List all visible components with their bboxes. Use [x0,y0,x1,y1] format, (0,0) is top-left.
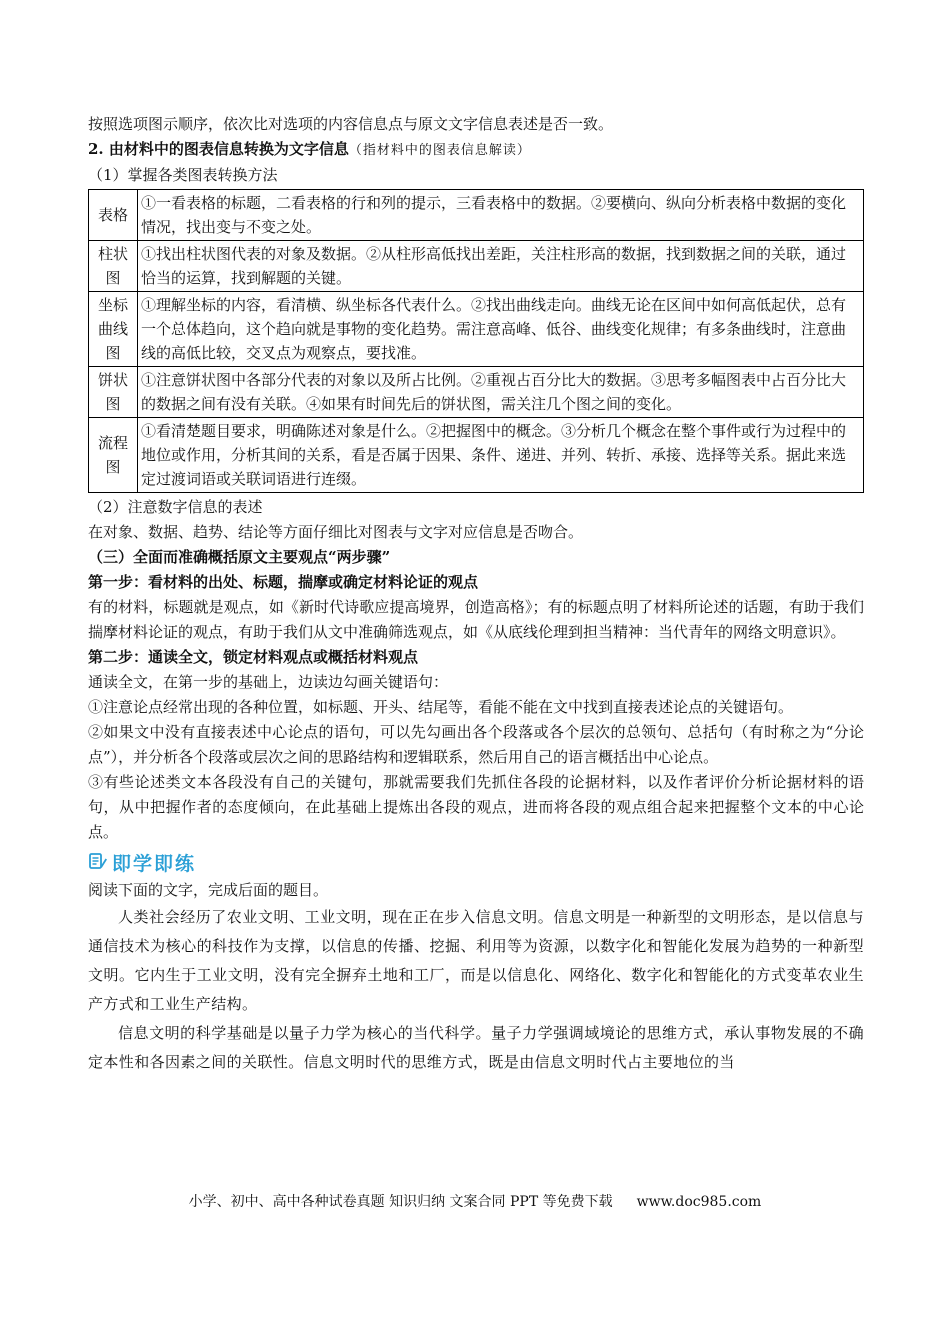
table-row-desc: ①理解坐标的内容，看清横、纵坐标各代表什么。②找出曲线走向。曲线无论在区间中如何高低起伏，总有一个总体趋向，这个趋向就是事物的变化趋势。需注意高峰、低谷、曲线变化规律；有多条曲线时，注意曲线的高低比较，交叉点为观察点，要找准。 [138,292,864,367]
passage-paragraph: 人类社会经历了农业文明、工业文明，现在正在步入信息文明。信息文明是一种新型的文明形态，是以信息与通信技术为核心的科技作为支撑，以信息的传播、挖掘、利用等为资源，以数字化和智能化发展为趋势的一种新型文明。它内生于工业文明，没有完全摒弃土地和工厂，而是以信息化、网络化、数字化和智能化的方式变革农业生产方式和工业生产结构。 [88,908,864,1013]
practice-intro: 阅读下面的文字，完成后面的题目。 [88,881,329,899]
step-2-item: ②如果文中没有直接表述中心论点的语句，可以先勾画出各个段落或各个层次的总领句、总括句（有时称之为“分论点”），并分析各个段落或层次之间的思路结构和逻辑联系，然后用自己的语言概括出中心论点。 [88,723,864,766]
table-row [89,367,864,418]
heading-2-text: 2. 由材料中的图表信息转换为文字信息 [88,140,349,158]
document-page [88,112,864,1077]
page-footer [0,1191,950,1211]
table-row [89,241,864,292]
notepad-pencil-icon [88,851,108,875]
table-row [89,418,864,493]
step-2-intro: 通读全文，在第一步的基础上，边读边勾画关键语句： [88,673,449,691]
table-row-desc: ①注意饼状图中各部分代表的对象以及所占比例。②重视占百分比大的数据。③思考多幅图表中占百分比大的数据之间有没有关联。④如果有时间先后的饼状图，需关注几个图之间的变化。 [138,367,864,418]
step-1-text: 有的材料，标题就是观点，如《新时代诗歌应提高境界，创造高格》；有的标题点明了材料所论述的话题，有助于我们揣摩材料论证的观点，有助于我们从文中准确筛选观点，如《从底线伦理到担当精神：当代青年的网络文明意识》。 [88,598,864,641]
intro-line: 按照选项图示顺序，依次比对选项的内容信息点与原文文字信息表述是否一致。 [88,115,614,133]
section-3-heading: （三）全面而准确概括原文主要观点“两步骤” [88,548,391,566]
heading-2-note: （指材料中的图表信息解读） [348,143,531,158]
table-row-kind: 饼状图 [89,367,138,418]
table-row-kind: 柱状图 [89,241,138,292]
footer-text: 小学、初中、高中各种试卷真题 知识归纳 文案合同 PPT 等免费下载 [188,1194,613,1210]
table-row-kind: 流程图 [89,418,138,493]
practice-heading [88,849,864,876]
table-row [89,190,864,241]
table-row-kind: 表格 [89,190,138,241]
chart-methods-table [88,189,864,493]
step-2-item: ③有些论述类文本各段没有自己的关键句，那就需要我们先抓住各段的论据材料，以及作者评价分析论据材料的语句，从中把握作者的态度倾向，在此基础上提炼出各段的观点，进而将各段的观点组合起来把握整个文本的中心论点。 [88,773,864,841]
table-row-desc: ①看清楚题目要求，明确陈述对象是什么。②把握图中的概念。③分析几个概念在整个事件或行为过程中的地位或作用，分析其间的关系，看是否属于因果、条件、递进、并列、转折、承接、选择等关系。据此来选定过渡词语或关联词语进行连缀。 [138,418,864,493]
table-row-desc: ①一看表格的标题，二看表格的行和列的提示，三看表格中的数据。②要横向、纵向分析表格中数据的变化情况，找出变与不变之处。 [138,190,864,241]
footer-url: www.doc985.com [636,1194,762,1210]
step-2-item: ①注意论点经常出现的各种位置，如标题、开头、结尾等，看能不能在文中找到直接表述论点的关键语句。 [88,698,794,716]
step-1-title: 第一步：看材料的出处、标题，揣摩或确定材料论证的观点 [88,573,479,591]
step-2-title: 第二步：通读全文，锁定材料观点或概括材料观点 [88,648,419,666]
table-row-kind: 坐标曲线图 [89,292,138,367]
table-row-desc: ①找出柱状图代表的对象及数据。②从柱形高低找出差距，关注柱形高的数据，找到数据之间的关联，通过恰当的运算，找到解题的关键。 [138,241,864,292]
heading-2 [88,137,864,163]
sub-heading-2: （2）注意数字信息的表述 [88,498,263,516]
sub-heading-2-text: 在对象、数据、趋势、结论等方面仔细比对图表与文字对应信息是否吻合。 [88,523,584,541]
practice-title: 即学即练 [112,853,197,875]
sub-heading-1: （1）掌握各类图表转换方法 [88,166,278,184]
passage-paragraph: 信息文明的科学基础是以量子力学为核心的当代科学。量子力学强调域境论的思维方式，承认事物发展的不确定本性和各因素之间的关联性。信息文明时代的思维方式，既是由信息文明时代占主要地位的当 [88,1024,864,1071]
table-row [89,292,864,367]
